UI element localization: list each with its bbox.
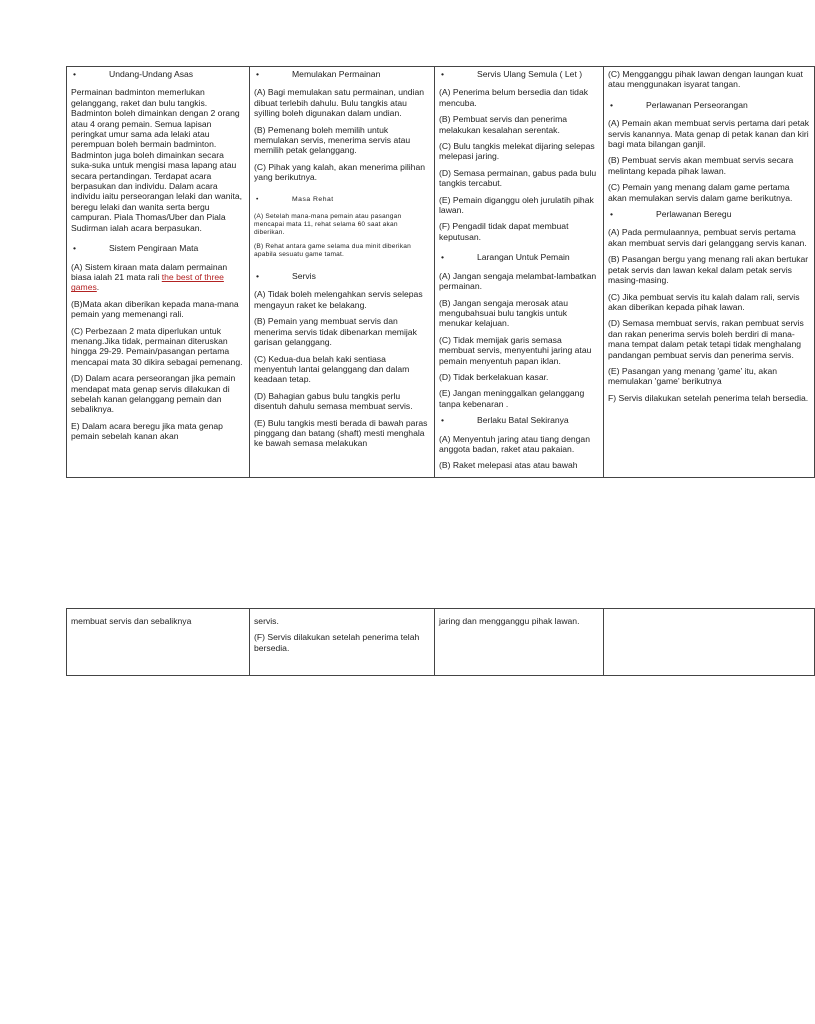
column-singles-doubles [604,67,815,478]
paragraph-doubles-c: (C) Jika pembuat servis itu kalah dalam rali, servis akan diberikan kepada pihak lawan. [608,291,800,312]
column-start-game [250,67,435,478]
continuation-text-1: membuat servis dan sebaliknya [71,616,192,626]
paragraph-ban-d: (D) Tidak berkelakuan kasar. [439,371,549,382]
paragraph-let-c: (C) Bulu tangkis melekat dijaring selepas melepasi jaring. [439,141,595,162]
column-basic-rules [67,67,250,478]
best-of-three-link[interactable]: the best of three games [71,271,224,293]
heading-servis: • Servis [254,271,430,281]
paragraph-ban-c: (C) Tidak memijak garis semasa membuat servis, menyentuhi jaring atau pemain menyentuh papan iklan. [439,334,592,366]
paragraph-start-a: (A) Bagi memulakan satu permainan, undian dibuat terlebih dahulu. Bulu tangkis atau syilling boleh digunakan dalam undian. [254,87,425,119]
paragraph-intro: Permainan badminton memerlukan gelanggang, raket dan bulu tangkis. Badminton boleh dimainkan dengan 2 orang atau 4 orang pemain. Semua lapisan peringkat umur sama ada lelaki atau perempuan boleh bermain badminton. Badminton juga boleh dimainkan secara suka-suka untuk mengisi masa lapang atau secara pertandingan. Terdapat acara berpasukan dan individu. Dalam acara individu iaitu perseorangan lelaki dan wanita, beregu lelaki dan wanita serta bergu campuran. Piala Thomas/Uber dan Piala Sudirman ialah acara berpasukan. [71,87,243,233]
heading-undang-undang-asas: • Undang-Undang Asas [71,69,245,79]
scoring-a-end: . [96,282,100,293]
heading-larangan-untuk-pemain: • Larangan Untuk Pemain [439,252,599,262]
continuation-table [66,608,815,676]
column-let [435,67,604,478]
paragraph-doubles-e: (E) Pasangan yang menang 'game' itu, akan memulakan 'game' berikutnya [608,365,778,387]
paragraph-singles-b: (B) Pembuat servis akan membuat servis secara melintang kepada pihak lawan. [608,155,794,176]
heading-servis-ulang-semula: • Servis Ulang Semula ( Let ) [439,69,599,79]
paragraph-serve-d: (D) Bahagian gabus bulu tangkis perlu disentuh dahulu semasa membuat servis. [254,390,413,412]
continuation-col4 [604,609,815,676]
paragraph-serve-c: (C) Kedua-dua belah kaki sentiasa menyentuh lantai gelanggang dan dalam keadaan tetap. [254,353,410,385]
scoring-a-text: (A) Sistem kiraan mata dalam permainan biasa ialah 21 mata rali [71,261,228,282]
heading-sistem-pengiraan-mata: • Sistem Pengiraan Mata [71,243,245,253]
paragraph-doubles-b: (B) Pasangan bergu yang menang rali akan bertukar petak servis dan lawan kekal dalam petak servis masing-masing. [608,254,809,286]
table-row [67,67,815,478]
paragraph-scoring-a [71,262,245,293]
heading-perlawanan-beregu: • Perlawanan Beregu [608,209,810,219]
paragraph-fault-a: (A) Menyentuh jaring atau tiang dengan anggota badan, raket atau pakaian. [439,433,590,454]
heading-memulakan-permainan: • Memulakan Permainan [254,69,430,79]
heading-perlawanan-perseorangan: • Perlawanan Perseorangan [608,100,810,110]
paragraph-singles-a: (A) Pemain akan membuat servis pertama dari petak servis kanannya. Mata genap di petak kanan dan kiri bagi mata bilangan ganjil. [608,118,810,150]
paragraph-let-d: (D) Semasa permainan, gabus pada bulu tangkis tercabut. [439,167,597,189]
paragraph-scoring-c: (C) Perbezaan 2 mata diperlukan untuk menang.Jika tidak, permainan diteruskan hingga 29-29. Pemain/pasangan pertama mencapai mata 30 dikira sebagai pemenang. [71,325,243,367]
paragraph-serve-b: (B) Pemain yang membuat servis dan menerima servis tidak dibenarkan memijak garisan gelanggang. [254,316,417,348]
paragraph-doubles-d: (D) Semasa membuat servis, rakan pembuat servis dan rakan penerima servis boleh berdiri di mana-mana tempat dalam petak tetapi tidak menghalang pandangan pembuat servis dan penerima servis. [608,318,804,360]
paragraph-ban-e: (E) Jangan meninggalkan gelanggang tanpa kebenaran . [439,388,585,409]
continuation-col1 [67,609,250,676]
paragraph-start-c: (C) Pihak yang kalah, akan menerima pilihan yang berikutnya. [254,161,426,183]
table-row [67,609,815,676]
paragraph-rest-a: (A) Setelah mana-mana pemain atau pasangan mencapai mata 11, rehat selama 60 saat akan diberikan. [254,213,402,237]
paragraph-ban-b: (B) Jangan sengaja merosak atau mengubahsuai bulu tangkis untuk menukar kelajuan. [439,297,568,329]
paragraph-serve-e: (E) Bulu tangkis mesti berada di bawah paras pinggang dan batang (shaft) mesti menghala ke bawah semasa melakukan [254,417,428,449]
heading-masa-rehat: • Masa Rehat [254,195,430,205]
paragraph-scoring-d: (D) Dalam acara perseorangan jika pemain mendapat mata genap servis dilakukan di sebelah kanan gelanggang pemain dan sebaliknya. [71,373,236,415]
continuation-col3 [435,609,604,676]
paragraph-scoring-b: (B)Mata akan diberikan kepada mana-mana pemain yang memenangi rali. [71,298,239,320]
rules-table [66,66,815,478]
paragraph-ban-a: (A) Jangan sengaja melambat-lambatkan permainan. [439,270,597,292]
paragraph-let-a: (A) Penerima belum bersedia dan tidak mencuba. [439,87,589,108]
paragraph-doubles-a: (A) Pada permulaannya, pembuat servis pertama akan membuat servis dari gelanggang servis kanan. [608,227,807,248]
continuation-text-2a: servis. [254,616,279,626]
paragraph-fault-c: (C) Mengganggu pihak lawan dengan laungan kuat atau menggunakan isyarat tangan. [608,69,803,90]
paragraph-serve-a: (A) Tidak boleh melengahkan servis selepas mengayun raket ke belakang. [254,289,423,310]
continuation-text-3: jaring dan mengganggu pihak lawan. [439,616,580,626]
paragraph-start-b: (B) Pemenang boleh memilih untuk memulakan servis, menerima servis atau memilih petak gelanggang. [254,124,411,156]
paragraph-let-b: (B) Pembuat servis dan penerima melakukan kesalahan serentak. [439,114,568,135]
paragraph-let-e: (E) Pemain diganggu oleh jurulatih pihak lawan. [439,194,594,216]
paragraph-doubles-f: F) Servis dilakukan setelah penerima telah bersedia. [608,392,809,403]
continuation-col2 [250,609,435,676]
paragraph-rest-b: (B) Rehat antara game selama dua minit diberikan apabila sesuatu game tamat. [254,243,411,259]
heading-berlaku-batal: • Berlaku Batal Sekiranya [439,415,599,425]
paragraph-scoring-e: E) Dalam acara beregu jika mata genap pemain sebelah kanan akan [71,420,223,442]
continuation-text-2b: (F) Servis dilakukan setelah penerima telah bersedia. [254,632,420,653]
paragraph-let-f: (F) Pengadil tidak dapat membuat keputusan. [439,221,569,242]
paragraph-singles-c: (C) Pemain yang menang dalam game pertama akan memulakan servis dalam game berikutnya. [608,182,793,203]
paragraph-fault-b: (B) Raket melepasi atas atau bawah [439,460,578,471]
